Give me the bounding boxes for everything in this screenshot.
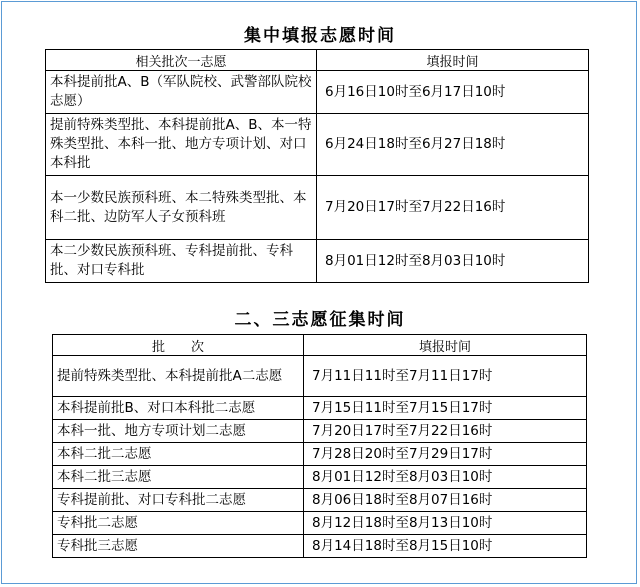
batch-cell: 专科提前批、对口专科批二志愿 <box>53 489 304 512</box>
section2-title: 二、三志愿征集时间 <box>234 310 406 330</box>
table-row <box>53 443 587 466</box>
table-row <box>46 240 589 283</box>
batch-cell: 提前特殊类型批、本科提前批A、B、本一特殊类型批、本科一批、地方专项计划、对口本科批 <box>46 114 317 176</box>
column-header-batch: 批 次 <box>53 335 304 356</box>
batch-cell: 本科提前批B、对口本科批二志愿 <box>53 397 304 420</box>
time-cell: 8月06日18时至8月07日16时 <box>304 489 587 512</box>
table-row <box>53 535 587 558</box>
concentrated-filling-table <box>45 49 589 283</box>
column-header-batch: 相关批次一志愿 <box>46 50 317 71</box>
table-row <box>53 466 587 489</box>
time-cell: 7月20日17时至7月22日16时 <box>317 176 589 240</box>
batch-cell: 本二少数民族预科班、专科提前批、专科批、对口专科批 <box>46 240 317 283</box>
table-row <box>53 512 587 535</box>
table-row <box>46 71 589 114</box>
table-header-row <box>53 335 587 356</box>
batch-cell: 本科二批二志愿 <box>53 443 304 466</box>
time-cell: 7月20日17时至7月22日16时 <box>304 420 587 443</box>
table-row <box>53 420 587 443</box>
batch-cell: 本科一批、地方专项计划二志愿 <box>53 420 304 443</box>
time-cell: 7月15日11时至7月15日17时 <box>304 397 587 420</box>
table-row <box>46 114 589 176</box>
batch-cell: 专科批二志愿 <box>53 512 304 535</box>
table-header-row <box>46 50 589 71</box>
time-cell: 8月14日18时至8月15日10时 <box>304 535 587 558</box>
time-cell: 6月24日18时至6月27日18时 <box>317 114 589 176</box>
batch-cell: 专科批三志愿 <box>53 535 304 558</box>
time-cell: 8月01日12时至8月03日10时 <box>317 240 589 283</box>
time-cell: 8月01日12时至8月03日10时 <box>304 466 587 489</box>
time-cell: 8月12日18时至8月13日10时 <box>304 512 587 535</box>
batch-cell: 本科二批三志愿 <box>53 466 304 489</box>
batch-cell: 本科提前批A、B（军队院校、武警部队院校志愿） <box>46 71 317 114</box>
time-cell: 7月11日11时至7月11日17时 <box>304 356 587 397</box>
table-row <box>53 397 587 420</box>
time-cell: 7月28日20时至7月29日17时 <box>304 443 587 466</box>
table-row <box>46 176 589 240</box>
column-header-time: 填报时间 <box>304 335 587 356</box>
table-row <box>53 356 587 397</box>
batch-cell: 提前特殊类型批、本科提前批A二志愿 <box>53 356 304 397</box>
table-row <box>53 489 587 512</box>
time-cell: 6月16日10时至6月17日10时 <box>317 71 589 114</box>
batch-cell: 本一少数民族预科班、本二特殊类型批、本科二批、边防军人子女预科班 <box>46 176 317 240</box>
supplementary-filling-table <box>52 334 587 558</box>
section1-title: 集中填报志愿时间 <box>244 26 396 46</box>
column-header-time: 填报时间 <box>317 50 589 71</box>
